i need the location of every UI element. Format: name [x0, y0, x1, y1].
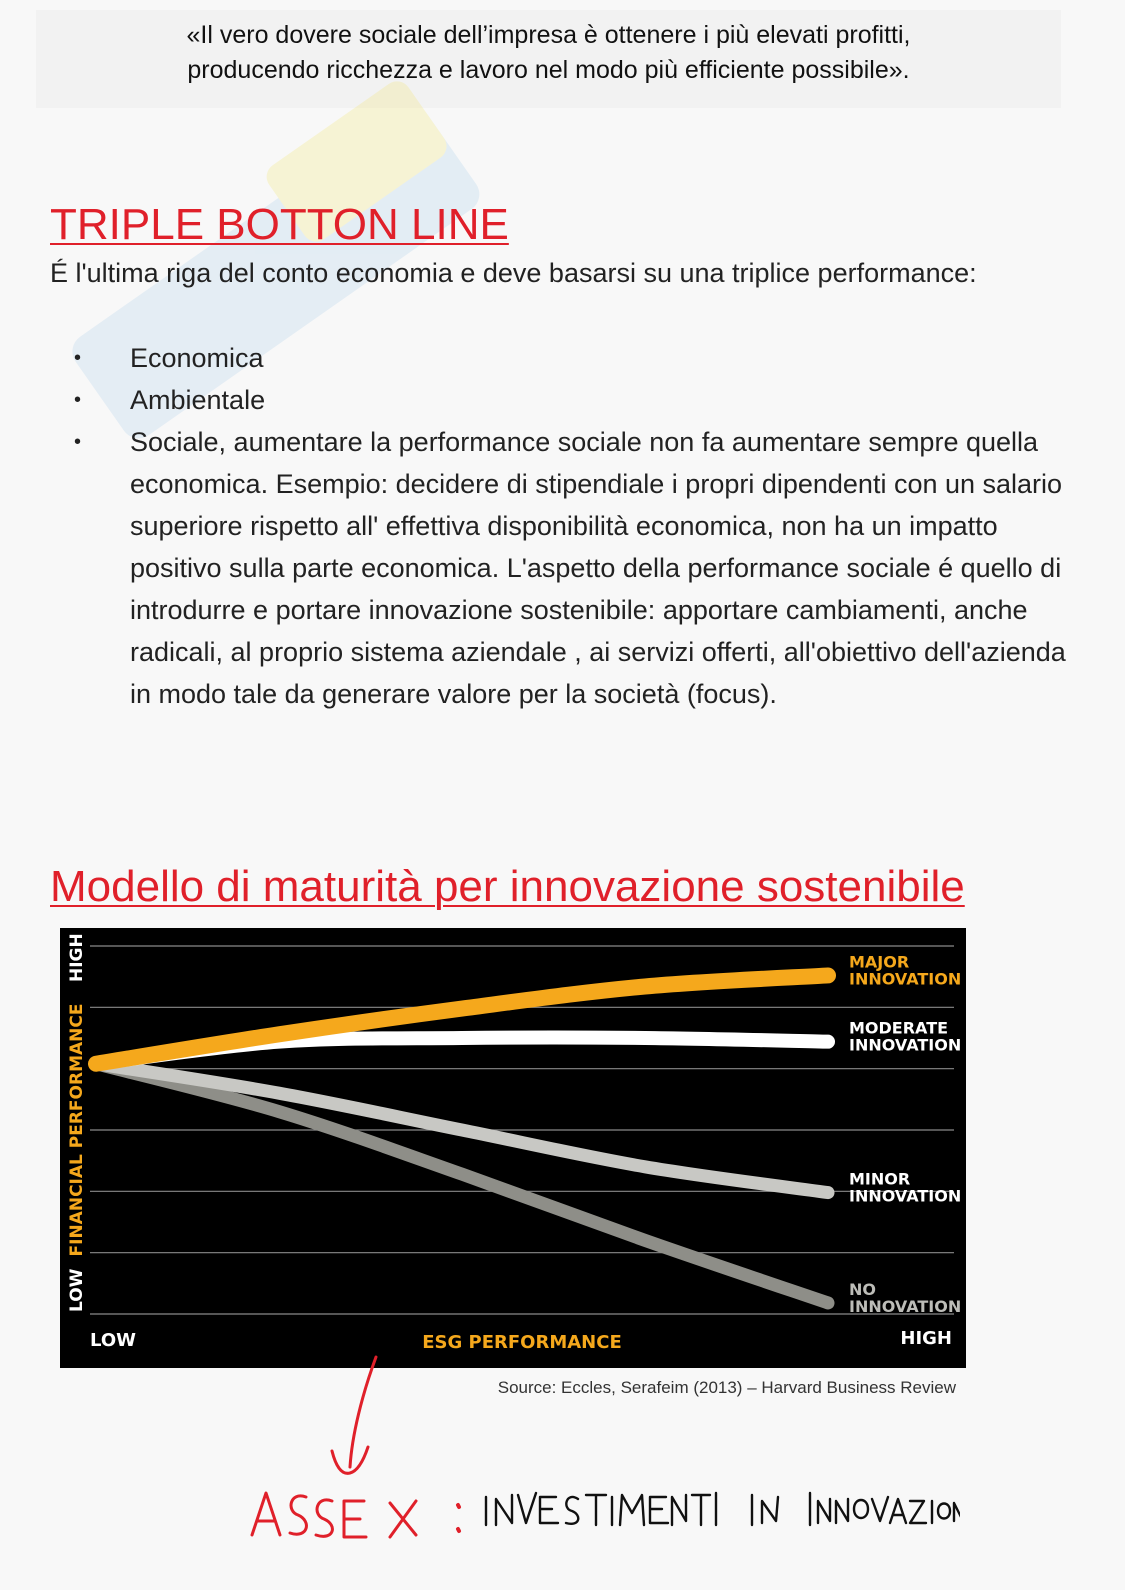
series-label: MINOR INNOVATION — [849, 1169, 962, 1206]
list-item — [50, 421, 1070, 715]
maturity-chart — [60, 928, 966, 1368]
handwritten-annotation — [240, 1355, 960, 1555]
section-intro: É l'ultima riga del conto economia e deve basarsi su una triplice performance: — [50, 258, 977, 288]
series-label: NO INNOVATION — [849, 1279, 962, 1316]
section-heading-triple-bottom-line: TRIPLE BOTTON LINE — [50, 200, 509, 249]
series-line — [96, 975, 828, 1063]
y-axis-label: FINANCIAL PERFORMANCE — [67, 1003, 87, 1257]
list-item-text: Sociale, aumentare la performance sociale non fa aumentare sempre quella economica. Esempio: decidere di stipendiale i propri dipendenti con un salario superiore rispetto all' effettiva disponibilità economica, non ha un impatto positivo sulla parte economica. L'aspetto della performance sociale é quello di introdurre e portare innovazione sostenibile: apportare cambiamenti, anche radicali, al proprio sistema aziendale , ai servizi offerti, all'obiettivo dell'azienda in modo tale da generare valore per la società (focus). — [130, 427, 1066, 709]
bullet-icon: • — [74, 389, 82, 411]
section-heading-maturity-model: Modello di maturità per innovazione sostenibile — [50, 862, 965, 911]
series-label: MAJOR INNOVATION — [849, 952, 962, 989]
performance-list — [50, 337, 1070, 715]
bullet-icon: • — [74, 431, 82, 453]
list-item — [50, 379, 1070, 421]
list-item — [50, 337, 1070, 379]
bullet-icon: • — [74, 347, 82, 369]
quote-line-1: «Il vero dovere sociale dell’impresa è ottenere i più elevati profitti, — [186, 21, 911, 49]
y-tick-label: LOW — [67, 1268, 87, 1312]
x-tick-label: HIGH — [900, 1328, 952, 1349]
chart-canvas — [60, 928, 966, 1368]
list-item-text: Ambientale — [130, 385, 266, 415]
x-tick-label: LOW — [90, 1330, 136, 1351]
opening-quote — [36, 18, 1061, 88]
y-tick-label: HIGH — [67, 933, 87, 982]
chart-source: Source: Eccles, Serafeim (2013) – Harvard Business Review — [497, 1378, 956, 1397]
list-item-text: Economica — [130, 343, 264, 373]
x-axis-label: ESG PERFORMANCE — [422, 1332, 622, 1353]
quote-line-2: producendo ricchezza e lavoro nel modo più efficiente possibile». — [187, 56, 910, 84]
series-label: MODERATE INNOVATION — [849, 1018, 962, 1055]
